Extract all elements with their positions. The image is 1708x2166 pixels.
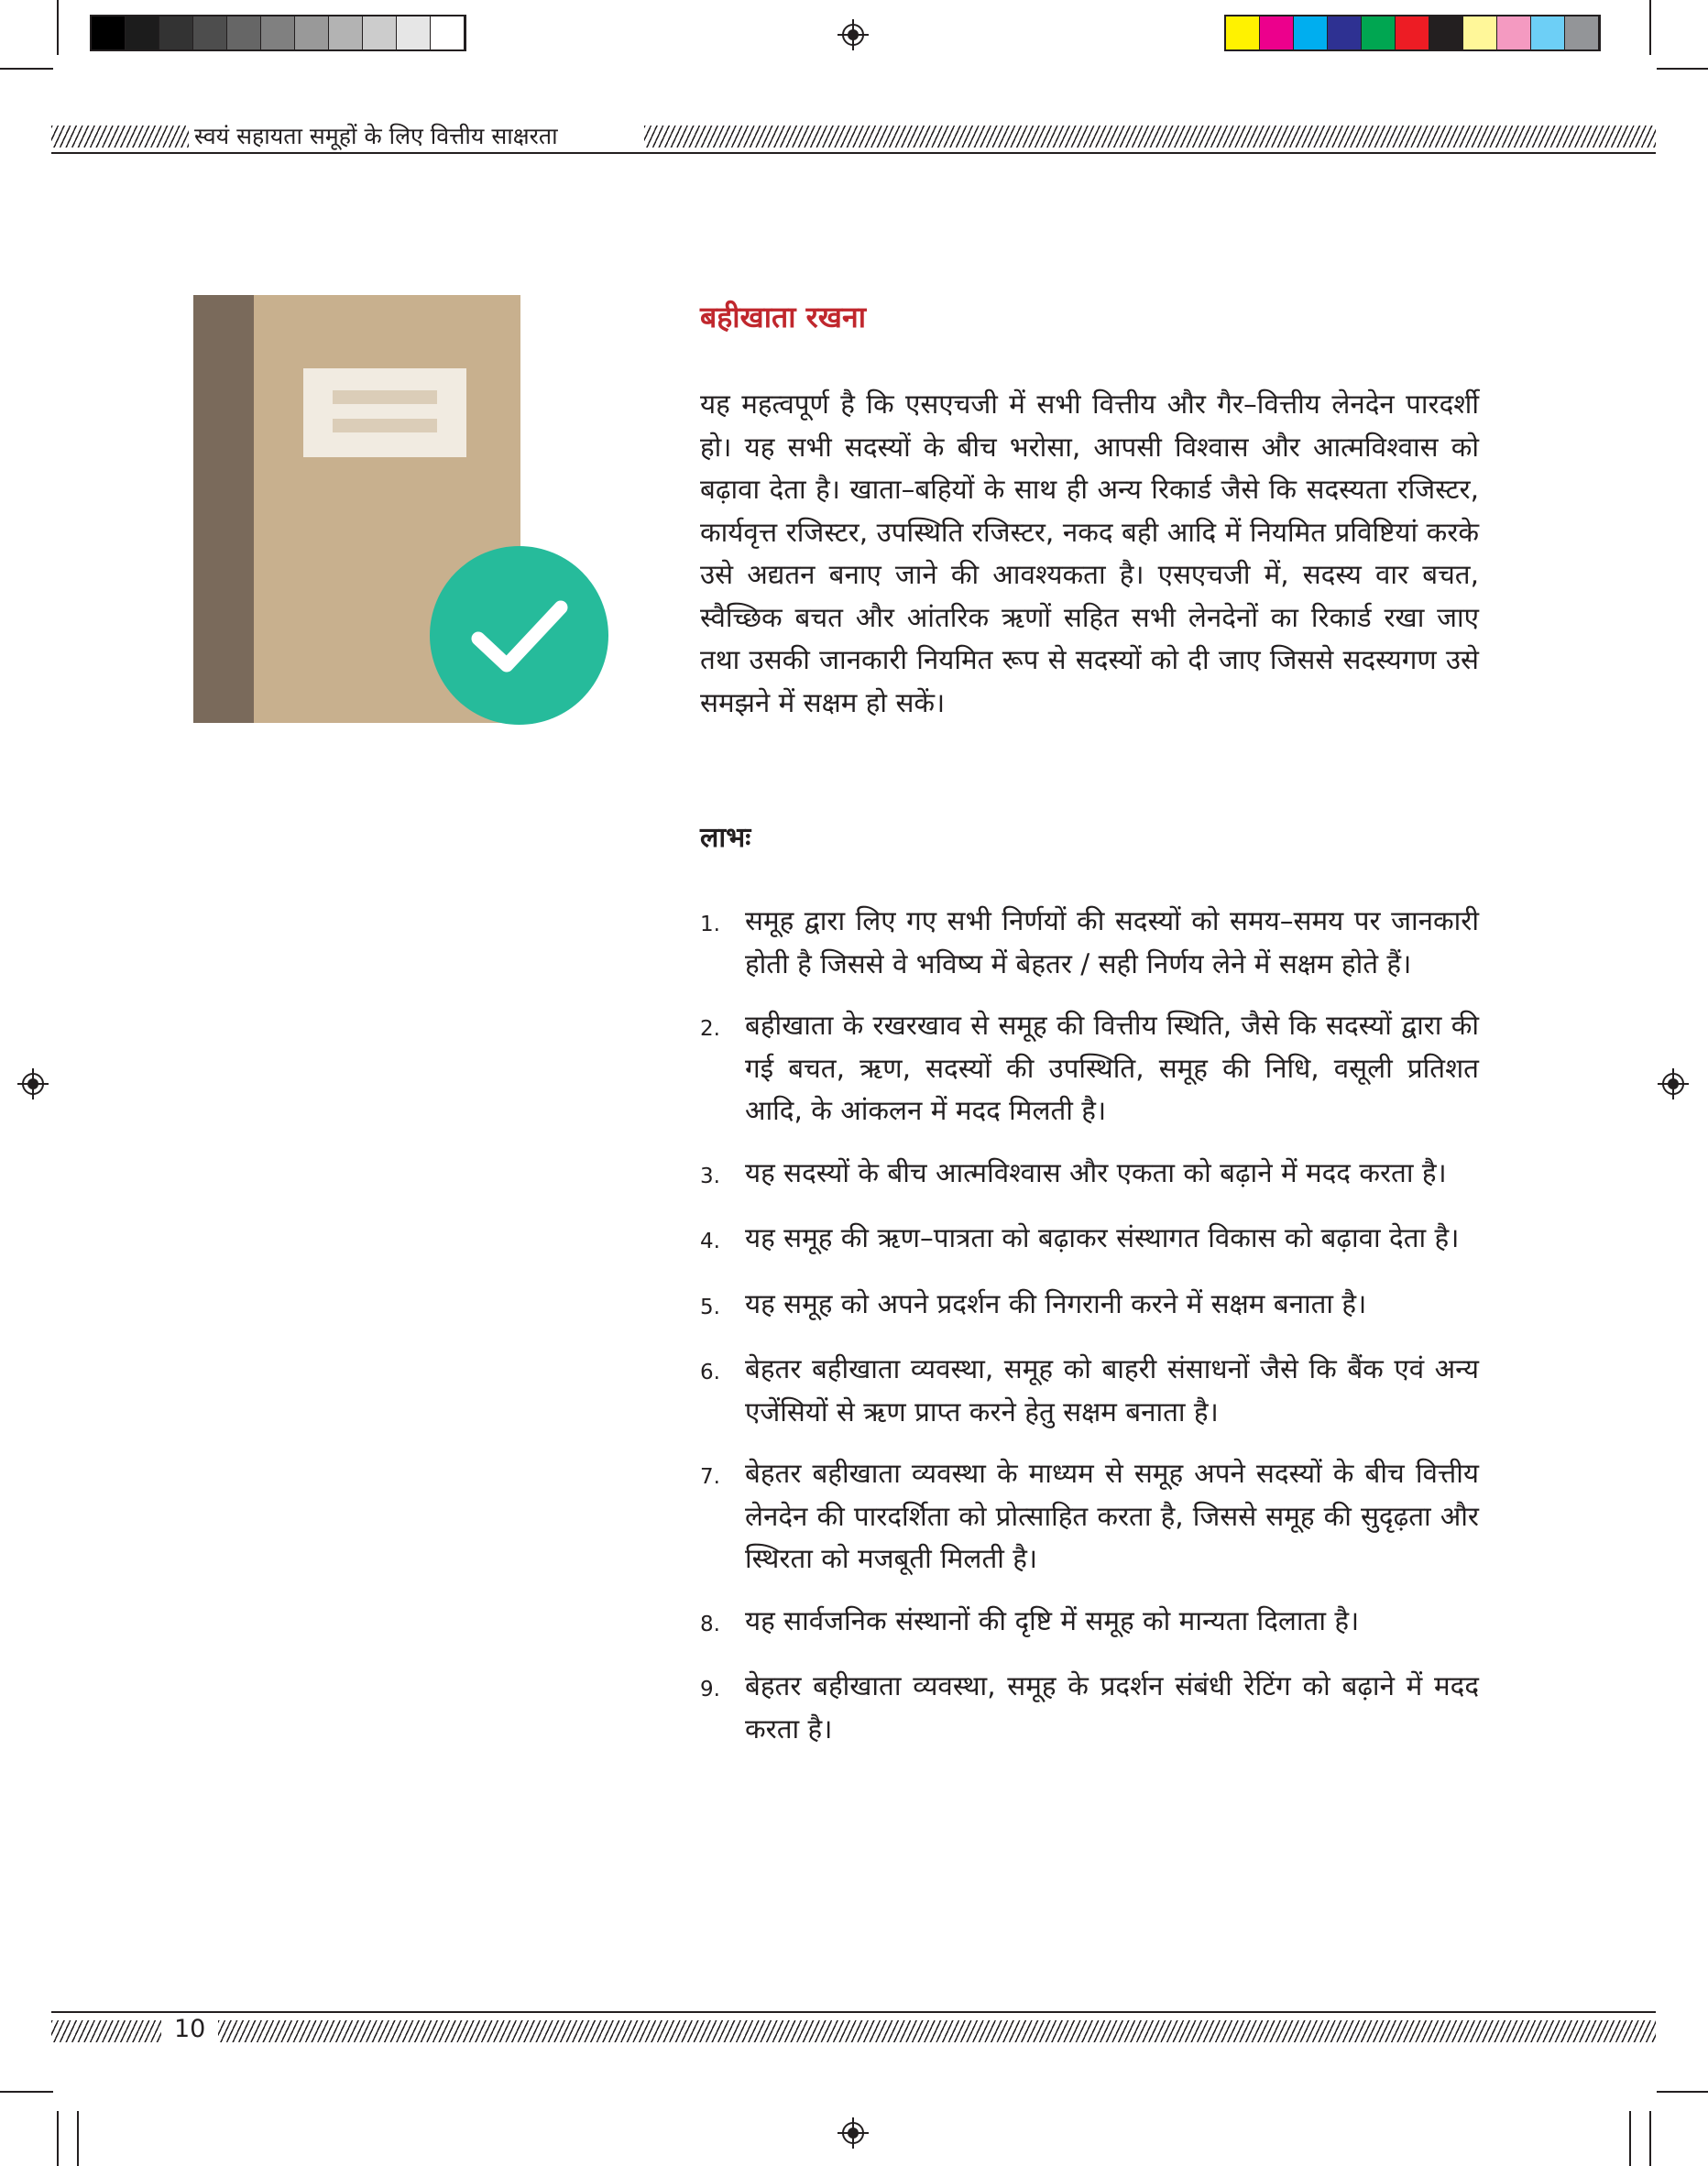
registration-mark-icon (1658, 1068, 1689, 1099)
crop-mark (1657, 2091, 1708, 2093)
process-color-bar (1224, 15, 1601, 51)
list-item (700, 1283, 1479, 1329)
list-item (700, 1600, 1479, 1646)
list-item-number: 9. (700, 1678, 720, 1701)
section-title: बहीखाता रखना (700, 300, 866, 334)
color-swatch (126, 16, 159, 49)
list-item-number: 6. (700, 1361, 720, 1384)
list-item (700, 900, 1479, 985)
header-rule (51, 152, 1656, 154)
color-swatch (193, 16, 227, 49)
color-swatch (1531, 16, 1565, 49)
color-swatch (1294, 16, 1328, 49)
page-number: 10 (174, 2015, 206, 2043)
list-item-number: 4. (700, 1230, 720, 1253)
registration-mark-icon (838, 2117, 869, 2149)
color-swatch (1497, 16, 1531, 49)
crop-mark (1629, 2111, 1631, 2166)
list-item (700, 1452, 1479, 1581)
registration-mark-icon (17, 1068, 49, 1099)
header-hatch-right (644, 126, 1656, 148)
registration-mark-icon (838, 19, 869, 50)
list-item-number: 7. (700, 1465, 720, 1489)
footer-rule (51, 2011, 1656, 2013)
list-item-text: बेहतर बहीखाता व्यवस्था के माध्यम से समूह अपने सदस्यों के बीच वित्तीय लेनदेन की पारदर्शिता को प्रोत्साहित करता है, जिससे समूह की सुदृढ़ता और स्थिरता को मजबूती मिलती है। (745, 1458, 1479, 1574)
list-item-text: यह समूह को अपने प्रदर्शन की निगरानी करने में सक्षम बनाता है। (745, 1287, 1367, 1319)
book-label (303, 368, 466, 457)
list-item-number: 1. (700, 913, 720, 936)
list-item-text: यह सार्वजनिक संस्थानों की दृष्टि में समूह को मान्यता दिलाता है। (745, 1604, 1360, 1636)
color-swatch (1260, 16, 1294, 49)
list-item (700, 1348, 1479, 1433)
list-item-number: 8. (700, 1612, 720, 1636)
color-swatch (363, 16, 397, 49)
list-item-text: बहीखाता के रखरखाव से समूह की वित्तीय स्थिति, जैसे कि सदस्यों द्वारा की गई बचत, ऋण, सदस्यों की उपस्थिति, समूह की निधि, वसूली प्रतिशत आदि, के आंकलन में मदद मिलती है। (745, 1010, 1479, 1126)
color-swatch (397, 16, 431, 49)
grayscale-color-bar (90, 15, 466, 51)
list-item-number: 2. (700, 1017, 720, 1041)
color-swatch (295, 16, 329, 49)
footer-hatch-left (51, 2020, 161, 2042)
list-item-text: बेहतर बहीखाता व्यवस्था, समूह के प्रदर्शन संबंधी रेटिंग को बढ़ाने में मदद करता है। (745, 1670, 1479, 1745)
crop-mark (0, 68, 53, 70)
list-item-text: समूह द्वारा लिए गए सभी निर्णयों की सदस्यों को समय–समय पर जानकारी होती है जिससे वे भविष्य में बेहतर / सही निर्णय लेने में सक्षम होते हैं। (745, 905, 1479, 979)
list-item-text: बेहतर बहीखाता व्यवस्था, समूह को बाहरी संसाधनों जैसे कि बैंक एवं अन्य एजेंसियों से ऋण प्राप्त करने हेतु सक्षम बनाता है। (745, 1353, 1479, 1428)
list-item-number: 5. (700, 1295, 720, 1319)
benefits-list (700, 900, 1479, 1769)
color-swatch (261, 16, 295, 49)
header-hatch-left (51, 126, 189, 148)
crop-mark (1649, 2111, 1651, 2166)
benefits-title: लाभः (700, 822, 751, 854)
list-item (700, 1004, 1479, 1132)
crop-mark (1649, 0, 1651, 55)
checkmark-icon (430, 546, 608, 725)
color-swatch (1565, 16, 1599, 49)
color-swatch (1226, 16, 1260, 49)
color-swatch (1429, 16, 1463, 49)
color-swatch (1328, 16, 1362, 49)
list-item-text: यह सदस्यों के बीच आत्मविश्वास और एकता को बढ़ाने में मदद करता है। (745, 1156, 1447, 1188)
crop-mark (57, 0, 59, 55)
color-swatch (159, 16, 193, 49)
color-swatch (92, 16, 126, 49)
color-swatch (1463, 16, 1497, 49)
list-item-number: 3. (700, 1164, 720, 1188)
section-paragraph: यह महत्वपूर्ण है कि एसएचजी में सभी वित्तीय और गैर–वित्तीय लेनदेन पारदर्शी हो। यह सभी सदस्यों के बीच भरोसा, आपसी विश्वास और आत्मविश्वास को बढ़ावा देता है। खाता–बहियों के साथ ही अन्य रिकार्ड जैसे कि सदस्यता रजिस्टर, कार्यवृत्त रजिस्टर, उपस्थिति रजिस्टर, नकद बही आदि में नियमित प्रविष्टियां करके उसे अद्यतन बनाए जाने की आवश्यकता है। एसएचजी में, सदस्य वार बचत, स्वैच्छिक बचत और आंतरिक ऋणों सहित सभी लेनदेनों का रिकार्ड रखा जाए तथा उसकी जानकारी नियमित रूप से सदस्यों को दी जाए जिससे सदस्यगण उसे समझने में सक्षम हो सकें। (700, 388, 1479, 718)
color-swatch (1396, 16, 1429, 49)
running-header-title: स्वयं सहायता समूहों के लिए वित्तीय साक्षरता (194, 123, 558, 149)
color-swatch (1362, 16, 1396, 49)
color-swatch (431, 16, 465, 49)
list-item-text: यह समूह की ऋण–पात्रता को बढ़ाकर संस्थागत विकास को बढ़ावा देता है। (745, 1222, 1460, 1253)
crop-mark (57, 2111, 59, 2166)
list-item (700, 1217, 1479, 1264)
crop-mark (77, 2111, 79, 2166)
color-swatch (329, 16, 363, 49)
crop-mark (1657, 68, 1708, 70)
footer-hatch-right (218, 2020, 1656, 2042)
color-swatch (227, 16, 261, 49)
label-line (333, 390, 437, 404)
list-item (700, 1665, 1479, 1750)
crop-mark (0, 2091, 53, 2093)
list-item (700, 1152, 1479, 1198)
label-line (333, 419, 437, 432)
book-spine (193, 295, 254, 723)
